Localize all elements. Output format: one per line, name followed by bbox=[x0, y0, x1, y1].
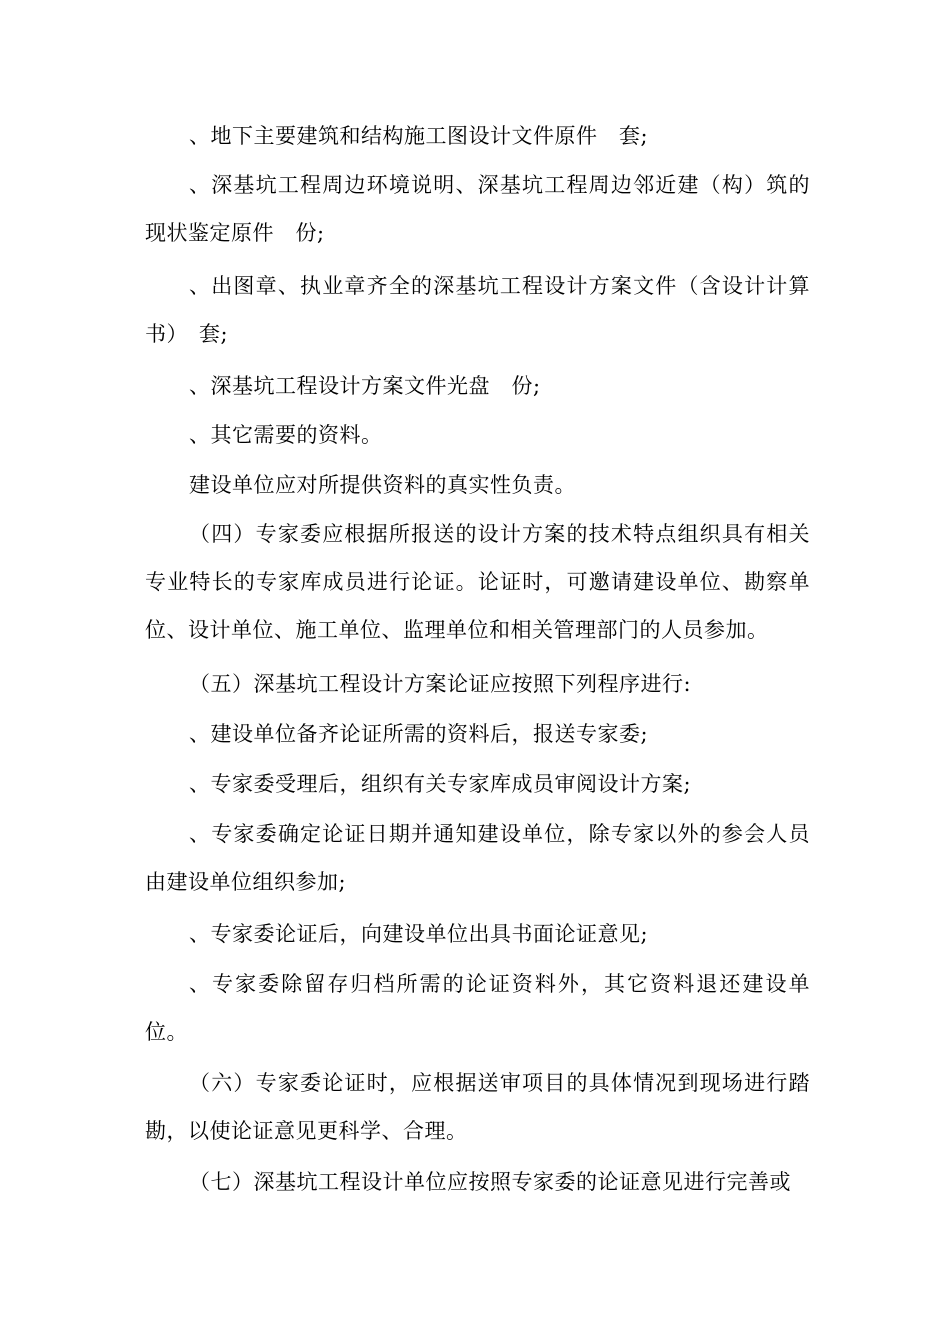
paragraph-item-4: 、深基坑工程设计方案文件光盘 份; bbox=[189, 374, 541, 398]
paragraph-section-5: （五）深基坑工程设计方案论证应按照下列程序进行: bbox=[189, 672, 692, 696]
paragraph-item-5: 、其它需要的资料。 bbox=[189, 423, 383, 447]
paragraph-step-2: 、专家委受理后，组织有关专家库成员审阅设计方案; bbox=[189, 772, 692, 796]
paragraph-item-1: 、地下主要建筑和结构施工图设计文件原件 套; bbox=[189, 124, 649, 148]
paragraph-section-7: （七）深基坑工程设计单位应按照专家委的论证意见进行完善或 bbox=[189, 1170, 791, 1194]
paragraph-step-4: 、专家委论证后，向建设单位出具书面论证意见; bbox=[189, 922, 649, 946]
paragraph-item-2: 、深基坑工程周边环境说明、深基坑工程周边邻近建（构）筑的现状鉴定原件 份; bbox=[145, 173, 810, 245]
paragraph-step-1: 、建设单位备齐论证所需的资料后，报送专家委; bbox=[189, 722, 649, 746]
paragraph-step-5: 、专家委除留存归档所需的论证资料外，其它资料退还建设单位。 bbox=[145, 972, 810, 1044]
paragraph-section-4: （四）专家委应根据所报送的设计方案的技术特点组织具有相关专业特长的专家库成员进行论证。论证时，可邀请建设单位、勘察单位、设计单位、施工单位、监理单位和相关管理部门的人员参加。 bbox=[145, 522, 810, 642]
paragraph-step-3: 、专家委确定论证日期并通知建设单位，除专家以外的参会人员由建设单位组织参加; bbox=[145, 822, 810, 894]
paragraph-responsibility: 建设单位应对所提供资料的真实性负责。 bbox=[189, 473, 576, 497]
paragraph-section-6: （六）专家委论证时，应根据送审项目的具体情况到现场进行踏勘，以使论证意见更科学、合理。 bbox=[145, 1071, 810, 1143]
paragraph-item-3: 、出图章、执业章齐全的深基坑工程设计方案文件（含设计计算书） 套; bbox=[145, 274, 810, 346]
